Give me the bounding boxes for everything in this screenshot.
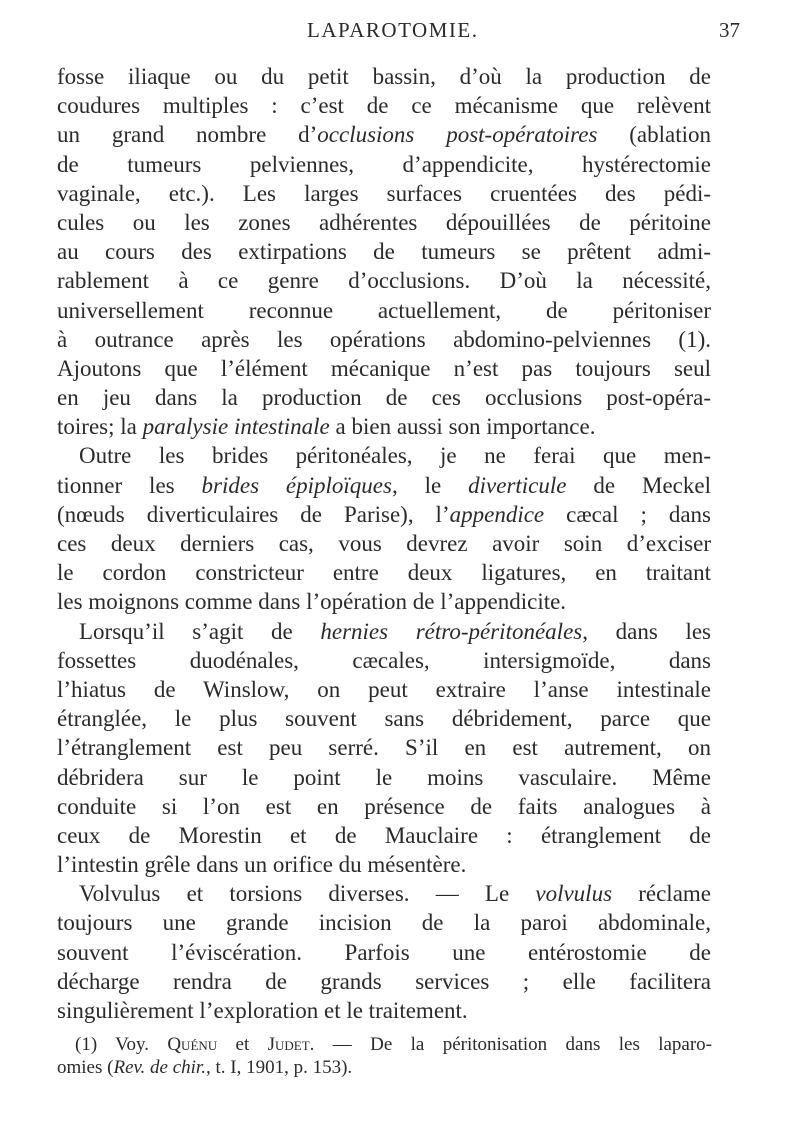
italic-term: diverticule	[468, 472, 567, 498]
text-line: (nœuds diverticulaires de Parise), l’appendice cæcal ; dans	[57, 501, 711, 527]
text-line: rablement à ce genre d’occlusions. D’où la nécessité,	[57, 268, 711, 294]
text-line: cules ou les zones adhérentes dépouillées de péritoine	[57, 209, 711, 235]
section-heading: Volvulus et torsions diverses.	[79, 881, 410, 907]
italic-term: hernies rétro-péritonéales	[320, 618, 583, 644]
text-line: étranglée, le plus souvent sans débridement, parce que	[57, 706, 711, 732]
italic-term: paralysie intestinale	[142, 414, 330, 440]
text-line: ceux de Morestin et de Mauclaire : étranglement de	[57, 822, 711, 848]
text-line: toires; la paralysie intestinale a bien aussi son importance.	[57, 414, 596, 440]
journal-title: Rev. de chir.	[113, 1057, 206, 1078]
page-number: 37	[719, 18, 740, 42]
text-line: Outre les brides péritonéales, je ne ferai que men-	[79, 443, 711, 469]
text-line: débridera sur le point le moins vasculaire. Même	[57, 764, 711, 790]
text-line: ces deux derniers cas, vous devrez avoir soin d’exciser	[57, 531, 711, 556]
text-line: Lorsqu’il s’agit de hernies rétro-péritonéales, dans les	[79, 618, 711, 644]
text-line: vaginale, etc.). Les larges surfaces cruentées des pédi-	[57, 180, 711, 206]
text-line: à outrance après les opérations abdomino-pelviennes (1).	[57, 326, 711, 352]
body-text	[57, 62, 711, 1025]
running-title: LAPAROTOMIE.	[307, 18, 479, 42]
text-line: coudures multiples : c’est de ce mécanisme que relèvent	[57, 93, 711, 119]
footnote	[57, 1033, 712, 1079]
text-line: toujours une grande incision de la paroi abdominale,	[57, 910, 711, 936]
footnote-line: (1) Voy. Quénu et Judet. — De la péritonisation dans les laparo-	[75, 1034, 712, 1055]
text-line: singulièrement l’exploration et le traitement.	[57, 998, 468, 1023]
text-line: l’intestin grêle dans un orifice du mésentère.	[57, 852, 467, 878]
text-line: tionner les brides épiploïques, le diverticule de Meckel	[57, 472, 711, 498]
text-line: Volvulus et torsions diverses. — Le volvulus réclame	[79, 881, 711, 907]
text-line: l’hiatus de Winslow, on peut extraire l’anse intestinale	[57, 676, 711, 702]
text-line: fosse iliaque ou du petit bassin, d’où la production de	[57, 64, 711, 89]
italic-term: brides épiploïques	[201, 472, 392, 498]
text-line: fossettes duodénales, cæcales, intersigmoïde, dans	[57, 647, 711, 673]
text-line: au cours des extirpations de tumeurs se prêtent admi-	[57, 239, 711, 265]
text-line: en jeu dans la production de ces occlusions post-opéra-	[57, 385, 711, 411]
text-line: universellement reconnue actuellement, de péritoniser	[57, 297, 711, 323]
italic-term: volvulus	[535, 881, 613, 907]
text-line: décharge rendra de grands services ; elle facilitera	[57, 968, 711, 994]
author-name: Judet	[267, 1034, 310, 1055]
text-line: les moignons comme dans l’opération de l’appendicite.	[57, 589, 567, 615]
footnote-line: omies (Rev. de chir., t. I, 1901, p. 153).	[57, 1057, 353, 1078]
text-line: conduite si l’on est en présence de faits analogues à	[57, 793, 711, 819]
page-header	[0, 18, 800, 48]
text-line: un grand nombre d’occlusions post-opératoires (ablation	[57, 122, 711, 148]
text-line: de tumeurs pelviennes, d’appendicite, hystérectomie	[57, 151, 711, 177]
italic-term: occlusions post-opératoires	[317, 122, 598, 148]
text-line: l’étranglement est peu serré. S’il en est autrement, on	[57, 735, 711, 761]
italic-term: appendice	[449, 501, 545, 527]
text-line: Ajoutons que l’élément mécanique n’est pas toujours seul	[57, 355, 711, 381]
text-line: le cordon constricteur entre deux ligatures, en traitant	[57, 560, 711, 586]
author-name: Quénu	[167, 1034, 218, 1055]
text-line: souvent l’éviscération. Parfois une entérostomie de	[57, 939, 711, 965]
